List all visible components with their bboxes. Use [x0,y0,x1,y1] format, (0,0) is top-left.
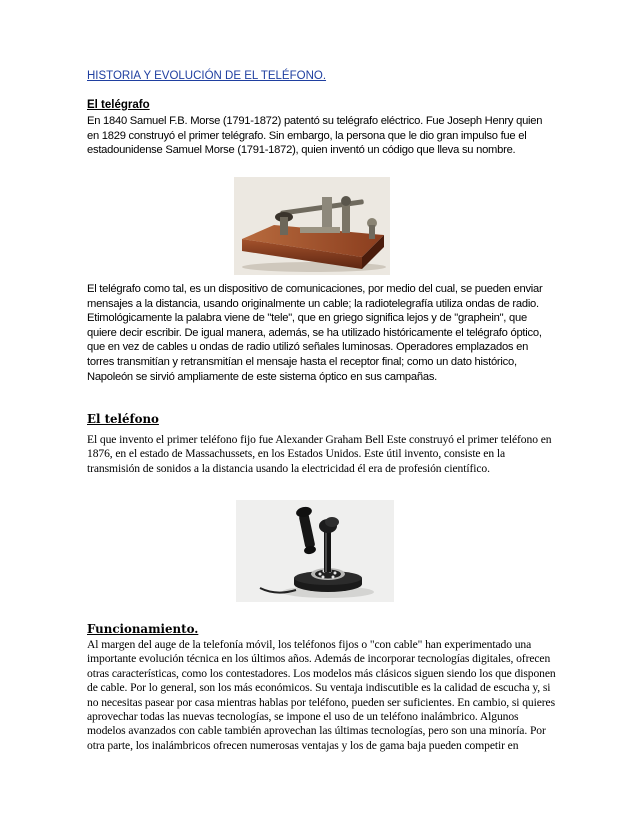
document-title: HISTORIA Y EVOLUCIÓN DE EL TELÉFONO. [87,70,327,82]
telefono-heading: El teléfono [87,412,159,426]
telegraph-image [234,177,390,275]
telefono-body: El que invento el primer teléfono fijo fue Alexander Graham Bell Este construyó el primer teléfono en 1876, en el estado de Massachussets, en los Estados Unidos. Este útil invento, consiste en la transmisión de sonidos a la distancia usando la electricidad él era de profesión científico. [87,433,552,475]
telegrafo-heading: El telégrafo [87,99,150,111]
telephone-image [236,500,394,602]
funcionamiento-body: Al margen del auge de la telefonía móvil, los teléfonos fijos o "con cable" han experimentado una importante evolución técnica en los últimos años. Además de incorporar tecnologías digitales, ofrecen otras características, como los contestadores. Los modelos más clásicos siguen siendo los que disponen de cable. Por lo general, son los más económicos. Su ventaja indiscutible es la calidad de escucha y, si no necesitas pasear por casa mientras hablas por teléfono, pueden ser suficientes. En cambio, si quieres aprovechar todas las nuevas tecnologías, se impone el uso de un teléfono inalámbrico. Algunos modelos avanzados con cable también aprovechan las últimas tecnologías, pero son una minoría. Por otra parte, los inalámbricos ofrecen numerosas ventajas y los de gama baja pueden competir en [87,638,556,752]
funcionamiento-heading: Funcionamiento. [87,622,199,636]
telegrafo-body: El telégrafo como tal, es un dispositivo de comunicaciones, por medio del cual, se pueden enviar mensajes a la distancia, usando originalmente un cable; la radiotelegrafía utiliza ondas de radio. Etimológicamente la palabra viene de "tele", que en griego significa lejos y de "graphein", que quiere decir escribir. De igual manera, además, se ha utilizado históricamente el telégrafo óptico, que en vez de cables u ondas de radio utilizó señales luminosas. Operadores emplazados en torres transmitían y retransmitían el mensaje hasta el receptor final; como un dato histórico, Napoleón se sirvió ampliamente de este sistema óptico en sus campañas. [87,283,543,383]
telegrafo-intro: En 1840 Samuel F.B. Morse (1791-1872) patentó su telégrafo eléctrico. Fue Joseph Henry quien en 1829 construyó el primer telégrafo. Sin embargo, la persona que le dio gran impulso fue el estadounidense Samuel Morse (1791-1872), quien inventó un código que lleva su nombre. [87,115,543,157]
